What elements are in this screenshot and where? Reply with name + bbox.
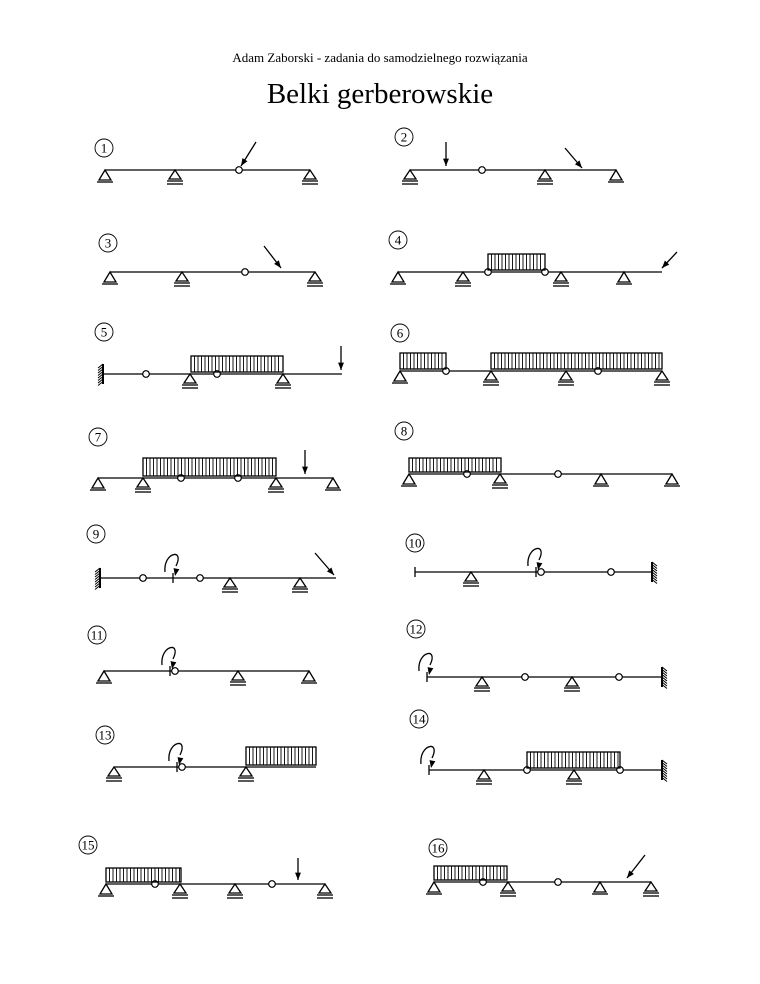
problem-number [95,323,113,341]
problem-10 [406,534,657,586]
moment-arrow [165,555,179,576]
point-load-arrow [627,855,645,878]
hinge [172,668,179,675]
hinge [522,674,529,681]
fixed-support [301,671,317,683]
distributed-load [191,356,283,372]
roller-support [307,272,323,286]
problem-number-label: 1 [100,140,108,156]
problem-number [410,710,428,728]
fixed-support [401,474,417,486]
problem-11 [88,626,317,685]
clamped-support [98,364,103,386]
roller-support [474,677,490,691]
moment-arrow [419,654,433,675]
fixed-support [616,272,632,284]
problem-number-label: 4 [394,232,402,248]
arrow-head [430,760,436,768]
clamped-support [95,568,100,590]
point-load-arrow [338,346,344,370]
fixed-support [426,882,442,894]
problem-number-label: 3 [104,235,112,251]
problem-12 [407,620,667,691]
arrow-head [241,158,247,166]
arrow-head [338,363,344,370]
roller-support [238,767,254,781]
distributed-load [400,353,446,369]
problem-2 [395,128,624,184]
hinge [555,879,562,886]
fixed-support [98,884,114,896]
point-load-arrow [264,246,281,268]
problem-number-label: 11 [90,627,104,643]
hinge [616,674,623,681]
problem-number [88,626,106,644]
arrow-head [302,467,308,474]
fixed-support [90,478,106,490]
problem-number-label: 12 [409,621,423,637]
distributed-load [106,868,181,882]
distributed-load [527,752,620,768]
distributed-load [143,458,276,476]
roller-support [566,770,582,784]
roller-support [227,884,243,898]
point-load-arrow [241,142,256,166]
problem-number-label: 10 [408,535,422,551]
roller-support [500,882,516,896]
roller-support [275,374,291,388]
roller-support [222,578,238,592]
hinge [140,575,147,582]
problem-number [87,525,105,543]
roller-support [292,578,308,592]
point-load-arrow [443,142,449,166]
roller-support [135,478,151,492]
roller-support [476,770,492,784]
problem-number-label: 7 [94,429,102,445]
roller-support [402,170,418,184]
fixed-support [102,272,118,284]
hinge [608,569,615,576]
roller-support [564,677,580,691]
problem-number [95,139,113,157]
problem-number [389,231,407,249]
hinge [197,575,204,582]
problem-15 [79,836,333,898]
problem-number [391,324,409,342]
problem-number [406,534,424,552]
fixed-support [592,882,608,894]
problem-number [89,428,107,446]
problem-9 [87,525,336,592]
problem-number [96,726,114,744]
problem-number-label: 8 [400,423,408,439]
arrow-head [443,159,449,166]
problem-16 [426,839,659,896]
moment-arrow [528,549,542,570]
header-text: Adam Zaborski - zadania do samodzielnego rozwiązania [232,50,528,65]
problem-5 [95,323,344,388]
problem-13 [96,726,316,781]
roller-support [230,671,246,685]
roller-support [172,884,188,898]
distributed-load [434,866,507,880]
problem-number [395,128,413,146]
problem-number [407,620,425,638]
hinge [538,569,545,576]
hinge [236,167,243,174]
roller-support [553,272,569,286]
hinge [242,269,249,276]
fixed-support [325,478,341,490]
roller-support [302,170,318,184]
roller-support [317,884,333,898]
roller-support [643,882,659,896]
fixed-support [593,474,609,486]
problem-number-label: 15 [81,837,95,853]
problem-number-label: 6 [396,325,404,341]
fixed-support [608,170,624,182]
roller-support [654,371,670,385]
fixed-support [664,474,680,486]
distributed-load [409,458,501,472]
point-load-arrow [565,148,582,168]
problem-3 [99,234,323,286]
roller-support [106,767,122,781]
fixed-support [96,671,112,683]
distributed-load [488,254,545,270]
fixed-support [390,272,406,284]
point-load-arrow [295,858,301,880]
problem-number-label: 16 [431,840,445,856]
point-load-arrow [662,252,677,268]
problem-number-label: 9 [92,526,100,542]
problem-number-label: 13 [98,727,112,743]
hinge [479,167,486,174]
roller-support [268,478,284,492]
problem-number [99,234,117,252]
clamped-support [662,760,667,782]
problem-number-label: 14 [412,711,426,727]
problem-14 [410,710,667,784]
clamped-support [652,562,657,584]
arrow-head [428,667,434,675]
problem-number-label: 2 [400,129,408,145]
roller-support [182,374,198,388]
roller-support [492,474,508,488]
arrow-head [295,873,301,880]
roller-support [174,272,190,286]
page-title: Belki gerberowskie [266,78,494,110]
problem-number-label: 5 [100,324,108,340]
problem-6 [391,324,670,385]
problem-8 [395,422,680,488]
roller-support [483,371,499,385]
problem-number [429,839,447,857]
problem-number [395,422,413,440]
arrow-head [174,568,180,576]
roller-support [463,572,479,586]
fixed-support [392,371,408,383]
hinge [269,881,276,888]
distributed-load [246,747,316,765]
point-load-arrow [315,553,334,575]
moment-arrow [421,747,435,768]
roller-support [455,272,471,286]
fixed-support [97,170,113,182]
hinge [143,371,150,378]
problem-4 [389,231,677,286]
problem-1 [95,139,318,184]
roller-support [537,170,553,184]
problem-number [79,836,97,854]
clamped-support [662,667,667,689]
distributed-load [491,353,662,369]
moment-arrow [169,744,183,765]
roller-support [167,170,183,184]
point-load-arrow [302,450,308,474]
hinge [179,764,186,771]
hinge [555,471,562,478]
moment-arrow [162,648,176,669]
problem-7 [89,428,341,492]
roller-support [558,371,574,385]
